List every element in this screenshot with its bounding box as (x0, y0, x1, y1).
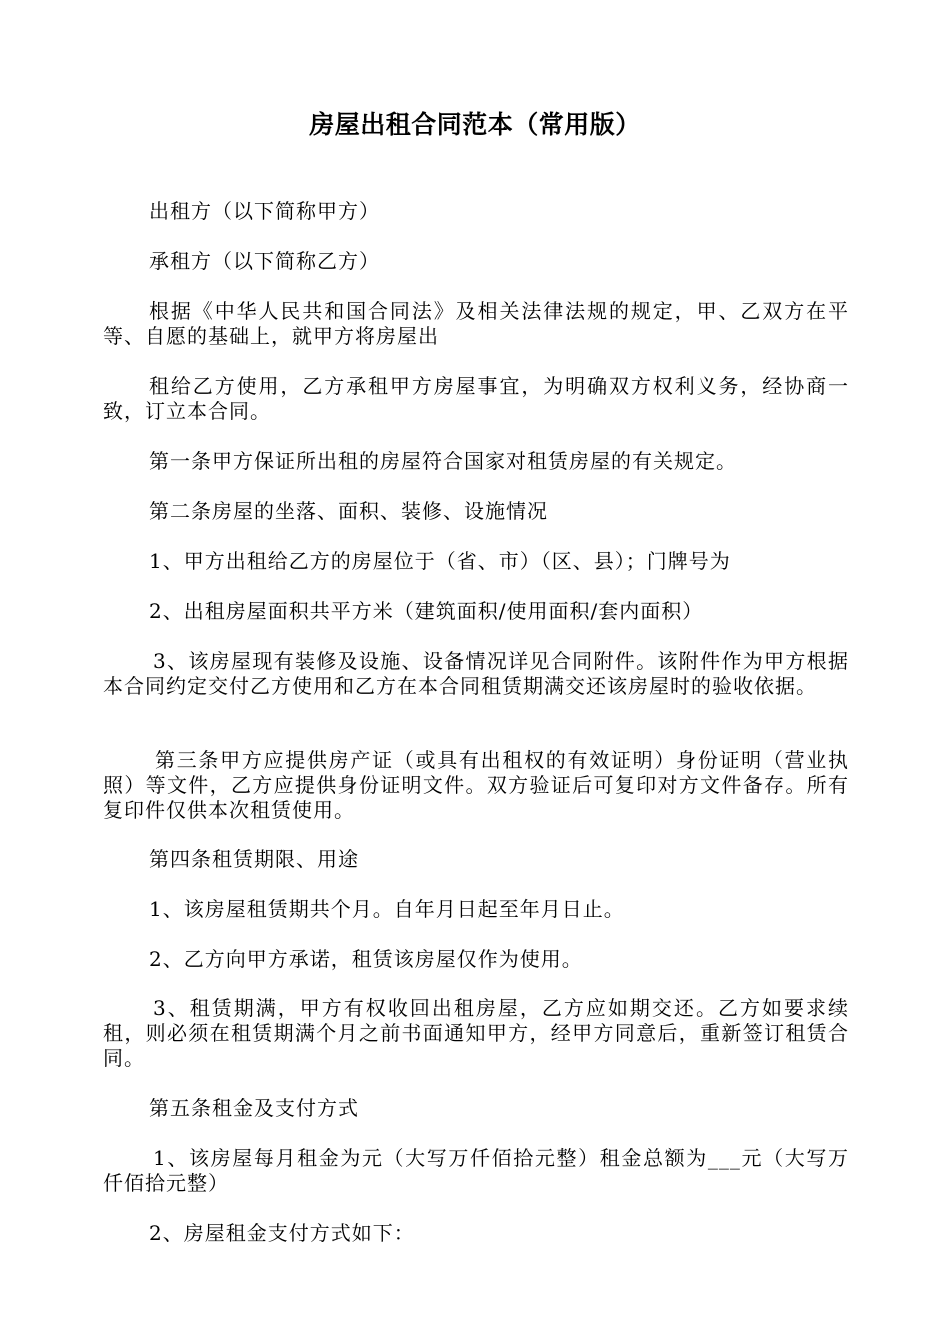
paragraph-article-2-heading: 第二条房屋的坐落、面积、装修、设施情况 (149, 499, 548, 523)
paragraph-article-4-item-3: 3、租赁期满，甲方有权收回出租房屋，乙方应如期交还。乙方如要求续租，则必须在租赁期满个月之前书面通知甲方，经甲方同意后，重新签订租赁合同。 (103, 996, 849, 1070)
paragraph-article-1: 第一条甲方保证所出租的房屋符合国家对租赁房屋的有关规定。 (149, 449, 737, 473)
paragraph-article-5-item-2: 2、房屋租金支付方式如下： (149, 1221, 415, 1245)
paragraph-article-5-item-1: 1、该房屋每月租金为元（大写万仟佰拾元整）租金总额为___元（大写万仟佰拾元整） (103, 1146, 849, 1195)
paragraph-article-2-item-1: 1、甲方出租给乙方的房屋位于（省、市）（区、县）；门牌号为 (149, 549, 731, 573)
paragraph-article-4-item-2: 2、乙方向甲方承诺，租赁该房屋仅作为使用。 (149, 947, 583, 971)
paragraph-preamble-1: 根据《中华人民共和国合同法》及相关法律法规的规定，甲、乙双方在平等、自愿的基础上，就甲方将房屋出 (103, 299, 849, 348)
paragraph-preamble-2: 租给乙方使用，乙方承租甲方房屋事宜，为明确双方权利义务，经协商一致，订立本合同。 (103, 374, 849, 423)
paragraph-article-5-heading: 第五条租金及支付方式 (149, 1096, 359, 1120)
paragraph-article-2-item-3: 3、该房屋现有装修及设施、设备情况详见合同附件。该附件作为甲方根据本合同约定交付乙方使用和乙方在本合同租赁期满交还该房屋时的验收依据。 (103, 649, 849, 698)
paragraph-article-3: 第三条甲方应提供房产证（或具有出租权的有效证明）身份证明（营业执照）等文件，乙方应提供身份证明文件。双方验证后可复印对方文件备存。所有复印件仅供本次租赁使用。 (103, 748, 849, 822)
paragraph-lessee: 承租方（以下简称乙方） (149, 249, 380, 273)
paragraph-lessor: 出租方（以下简称甲方） (149, 199, 380, 223)
paragraph-article-4-heading: 第四条租赁期限、用途 (149, 847, 359, 871)
paragraph-article-4-item-1: 1、该房屋租赁期共个月。自年月日起至年月日止。 (149, 897, 625, 921)
document-title: 房屋出租合同范本（常用版） (309, 110, 641, 139)
paragraph-article-2-item-2: 2、出租房屋面积共平方米（建筑面积/使用面积/套内面积） (149, 599, 704, 623)
